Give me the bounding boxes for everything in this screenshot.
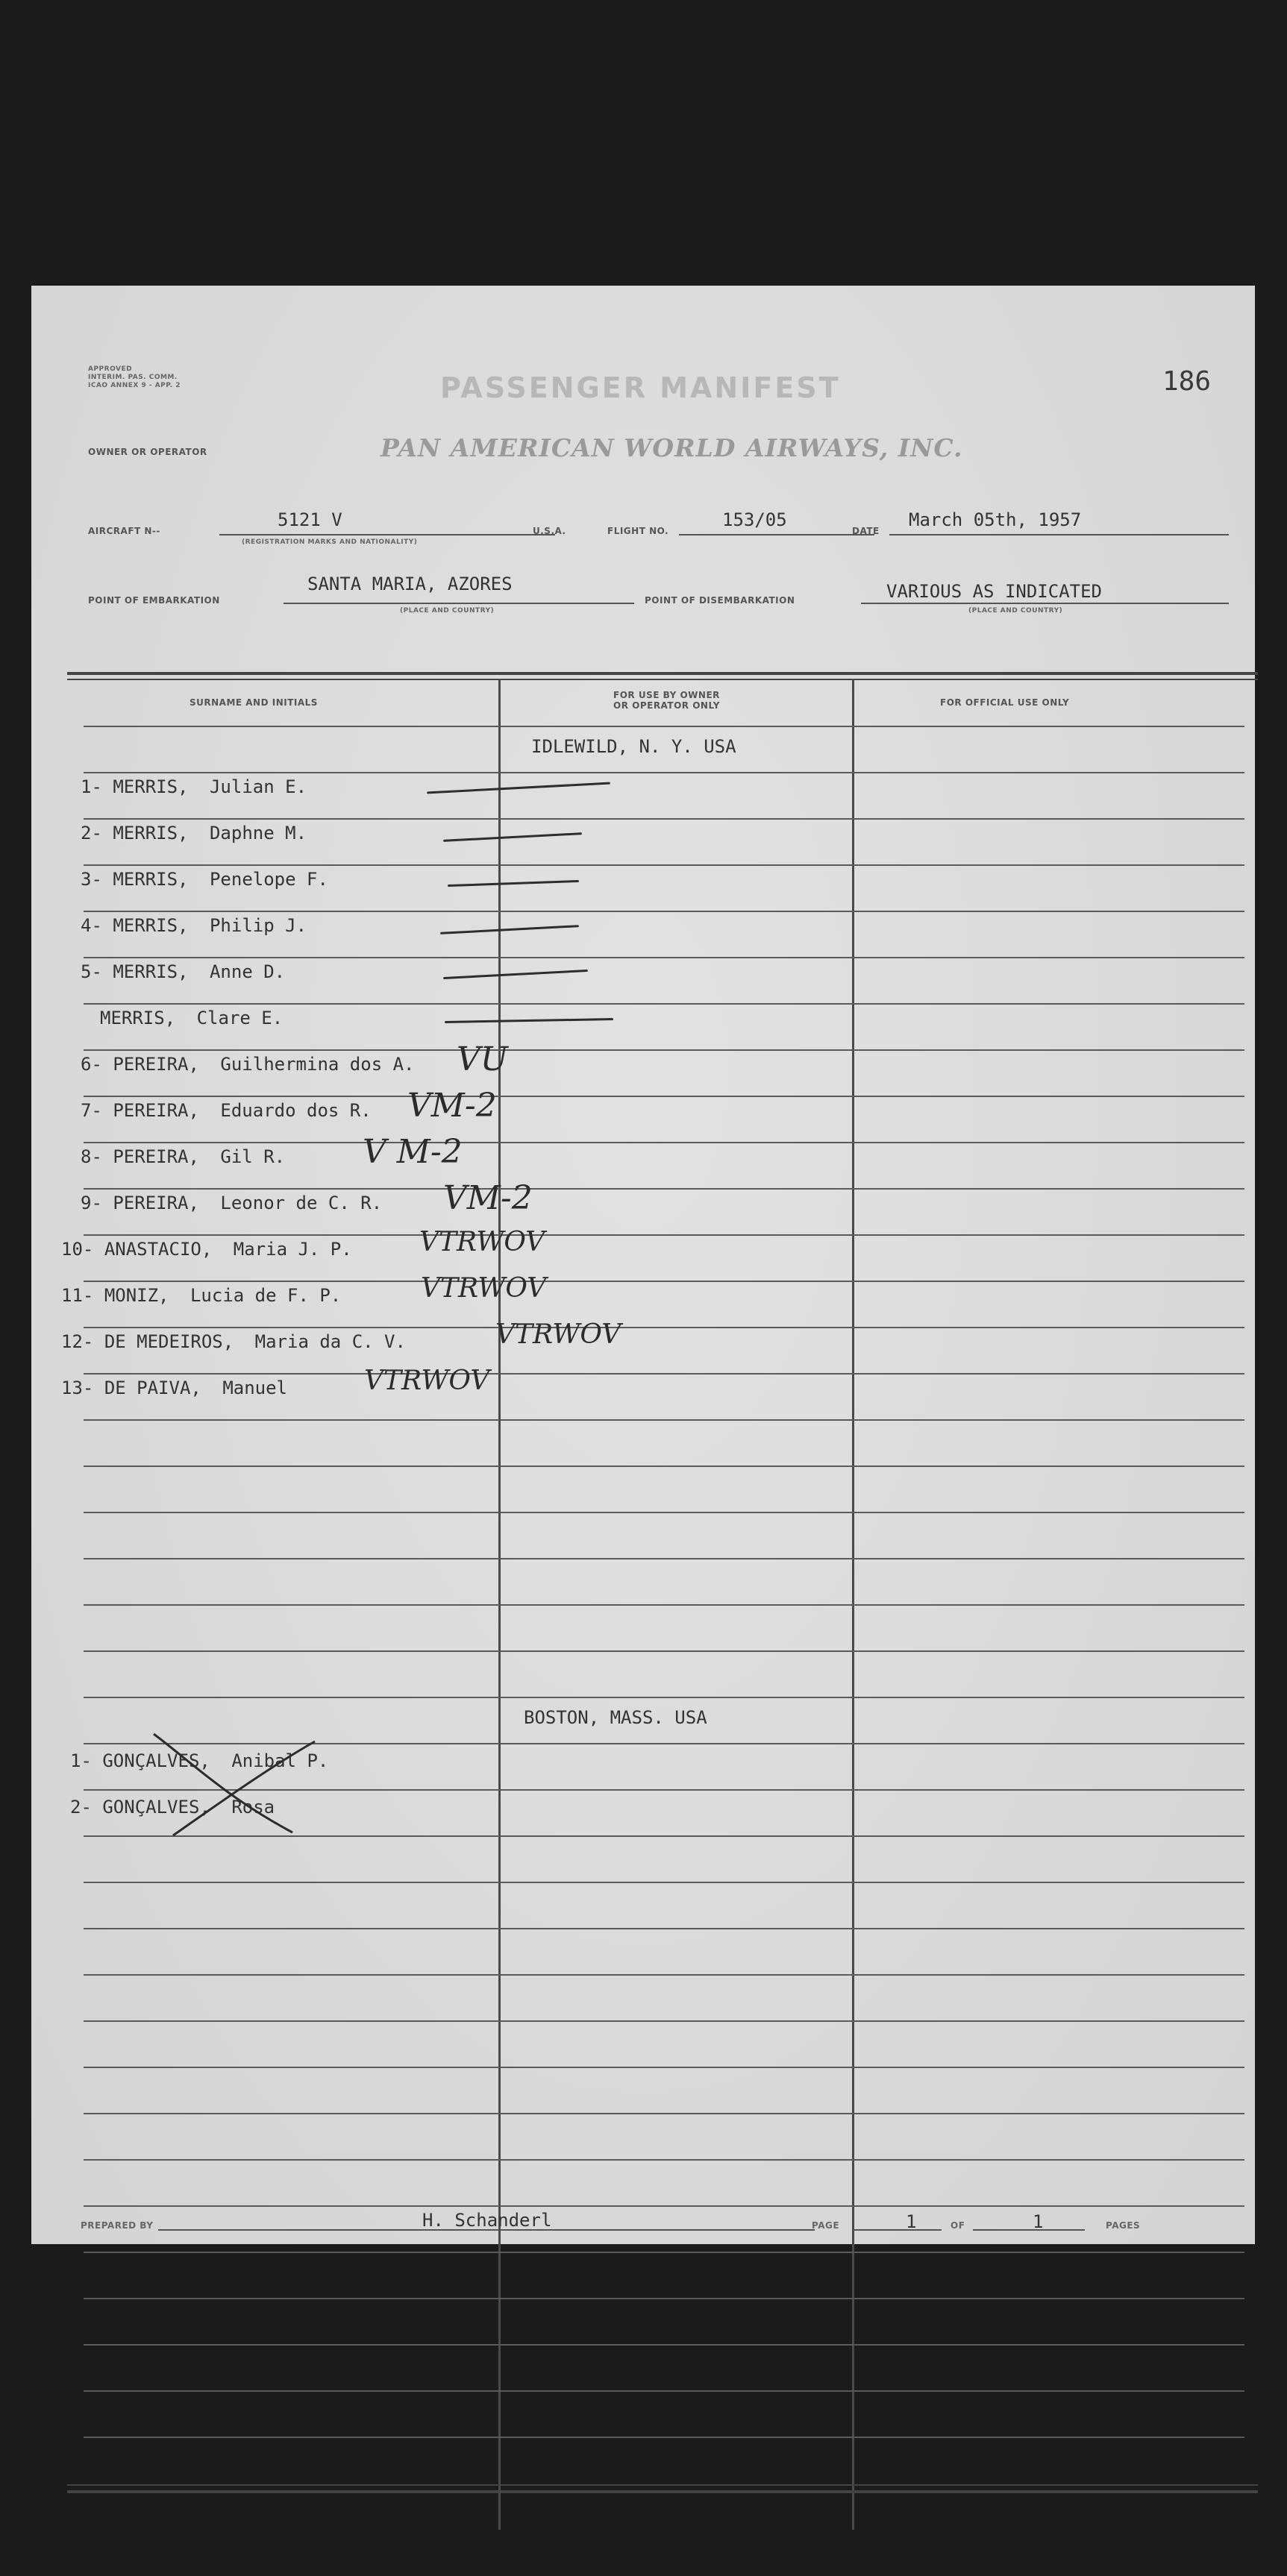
row-number: 3- xyxy=(81,869,102,890)
row-number: 11- xyxy=(61,1285,94,1306)
row-number: 10- xyxy=(61,1239,94,1260)
passenger-row xyxy=(81,776,307,797)
given-name: Maria J. P. xyxy=(233,1239,352,1260)
surname: MERRIS, xyxy=(113,823,189,844)
surname: ANASTACIO, xyxy=(104,1239,213,1260)
passenger-row xyxy=(61,1285,341,1306)
row-number: 2- xyxy=(70,1797,92,1818)
given-name: Rosa xyxy=(231,1797,275,1818)
approval-line: APPROVED xyxy=(88,365,133,373)
given-name: Anibal P. xyxy=(231,1750,329,1771)
passenger-row xyxy=(61,1331,406,1352)
passenger-row xyxy=(81,1193,382,1213)
given-name: Leonor de C. R. xyxy=(220,1193,383,1213)
given-name: Julian E. xyxy=(209,776,307,797)
passenger-row xyxy=(81,1146,285,1167)
given-name: Anne D. xyxy=(209,961,286,982)
section1-destination: IDLEWILD, N. Y. USA xyxy=(531,736,736,757)
passenger-row xyxy=(81,869,328,890)
surname: GONÇALVES, xyxy=(102,1797,210,1818)
row-number: 7- xyxy=(81,1100,102,1121)
cross-out-mark xyxy=(136,1730,330,1841)
row-number: 5- xyxy=(81,961,102,982)
check-line-mark xyxy=(445,1018,613,1023)
handwritten-mark: VTRWOV xyxy=(419,1227,545,1257)
surname: MERRIS, xyxy=(113,915,189,936)
given-name: Penelope F. xyxy=(209,869,328,890)
of-value: 1 xyxy=(1033,2211,1044,2232)
col-header-owner-line: OR OPERATOR ONLY xyxy=(613,700,720,711)
handwritten-mark: V M-2 xyxy=(363,1133,463,1171)
surname: MERRIS, xyxy=(113,869,189,890)
flight-label: FLIGHT NO. xyxy=(607,526,669,536)
given-name: Maria da C. V. xyxy=(254,1331,406,1352)
approval-line: ICAO ANNEX 9 - APP. 2 xyxy=(88,382,181,389)
aircraft-sublabel: (REGISTRATION MARKS AND NATIONALITY) xyxy=(242,538,418,546)
owner-label: OWNER OR OPERATOR xyxy=(88,447,207,457)
approval-block xyxy=(88,365,181,390)
of-label: OF xyxy=(951,2220,965,2231)
passenger-row xyxy=(81,961,285,982)
col-header-owner-line: FOR USE BY OWNER xyxy=(613,690,720,700)
passenger-row xyxy=(61,1377,287,1398)
disembark-label: POINT OF DISEMBARKATION xyxy=(645,595,795,606)
surname: PEREIRA, xyxy=(113,1193,199,1213)
given-name: Philip J. xyxy=(209,915,307,936)
row-number: 8- xyxy=(81,1146,102,1167)
given-name: Lucia de F. P. xyxy=(190,1285,342,1306)
handwritten-mark: VTRWOV xyxy=(421,1273,547,1304)
embark-value: SANTA MARIA, AZORES xyxy=(307,574,513,594)
given-name: Gil R. xyxy=(220,1146,286,1167)
check-line-mark xyxy=(427,782,610,794)
handwritten-mark: VTRWOV xyxy=(364,1366,490,1396)
embark-sublabel: (PLACE AND COUNTRY) xyxy=(400,607,495,615)
row-number: 6- xyxy=(81,1054,102,1075)
col-header-owner-use xyxy=(613,690,720,711)
disembark-sublabel: (PLACE AND COUNTRY) xyxy=(968,607,1063,615)
surname: MERRIS, xyxy=(113,961,189,982)
date-label: DATE xyxy=(852,526,880,536)
form-title: PASSENGER MANIFEST xyxy=(440,371,841,404)
pages-label: PAGES xyxy=(1106,2220,1141,2231)
embark-label: POINT OF EMBARKATION xyxy=(88,595,220,606)
prepared-label: PREPARED BY xyxy=(81,2220,154,2231)
handwritten-mark: VM-2 xyxy=(407,1087,497,1125)
handwritten-mark: VU xyxy=(457,1040,508,1078)
surname: DE MEDEIROS, xyxy=(104,1331,234,1352)
passenger-row xyxy=(61,1239,352,1260)
surname: MERRIS, xyxy=(100,1008,176,1028)
check-line-mark xyxy=(443,970,588,979)
handwritten-mark: VM-2 xyxy=(443,1179,533,1217)
row-number: 1- xyxy=(81,776,102,797)
given-name: Eduardo dos R. xyxy=(220,1100,372,1121)
given-name: Guilhermina dos A. xyxy=(220,1054,415,1075)
surname: MONIZ, xyxy=(104,1285,169,1306)
given-name: Clare E. xyxy=(196,1008,284,1028)
disembark-value: VARIOUS AS INDICATED xyxy=(886,581,1102,602)
handwritten-mark: VTRWOV xyxy=(495,1319,621,1350)
col-header-surname: SURNAME AND INITIALS xyxy=(190,697,318,708)
owner-value: PAN AMERICAN WORLD AIRWAYS, INC. xyxy=(381,433,963,462)
surname: PEREIRA, xyxy=(113,1054,199,1075)
row-number: 1- xyxy=(70,1750,92,1771)
surname: PEREIRA, xyxy=(113,1100,199,1121)
passenger-row xyxy=(81,823,307,844)
aircraft-label: AIRCRAFT N-- xyxy=(88,526,160,536)
approval-line: INTERIM. PAS. COMM. xyxy=(88,374,178,381)
prepared-value: H. Schanderl xyxy=(422,2210,552,2231)
surname: PEREIRA, xyxy=(113,1146,199,1167)
passenger-row xyxy=(81,1054,415,1075)
given-name: Manuel xyxy=(222,1377,288,1398)
row-number: 9- xyxy=(81,1193,102,1213)
surname: MERRIS, xyxy=(113,776,189,797)
check-line-mark xyxy=(443,832,582,842)
passenger-row xyxy=(81,915,307,936)
page-number-stamp: 186 xyxy=(1162,366,1212,397)
row-number: 12- xyxy=(61,1331,94,1352)
surname: GONÇALVES, xyxy=(102,1750,210,1771)
check-line-mark xyxy=(440,925,579,934)
given-name: Daphne M. xyxy=(209,823,307,844)
check-line-mark xyxy=(448,880,579,887)
row-number: 2- xyxy=(81,823,102,844)
manifest-sheet xyxy=(31,286,1255,2244)
passenger-row xyxy=(100,1008,283,1028)
flight-value: 153/05 xyxy=(722,509,787,530)
page-value: 1 xyxy=(906,2211,917,2232)
row-number: 13- xyxy=(61,1377,94,1398)
aircraft-value: 5121 V xyxy=(278,509,342,530)
passenger-row xyxy=(81,1100,372,1121)
row-number: 4- xyxy=(81,915,102,936)
col-header-official: FOR OFFICIAL USE ONLY xyxy=(940,697,1070,708)
section2-destination: BOSTON, MASS. USA xyxy=(524,1707,707,1728)
page-label: PAGE xyxy=(812,2220,840,2231)
surname: DE PAIVA, xyxy=(104,1377,201,1398)
usa-label: U.S.A. xyxy=(533,526,566,536)
date-value: March 05th, 1957 xyxy=(909,509,1082,530)
